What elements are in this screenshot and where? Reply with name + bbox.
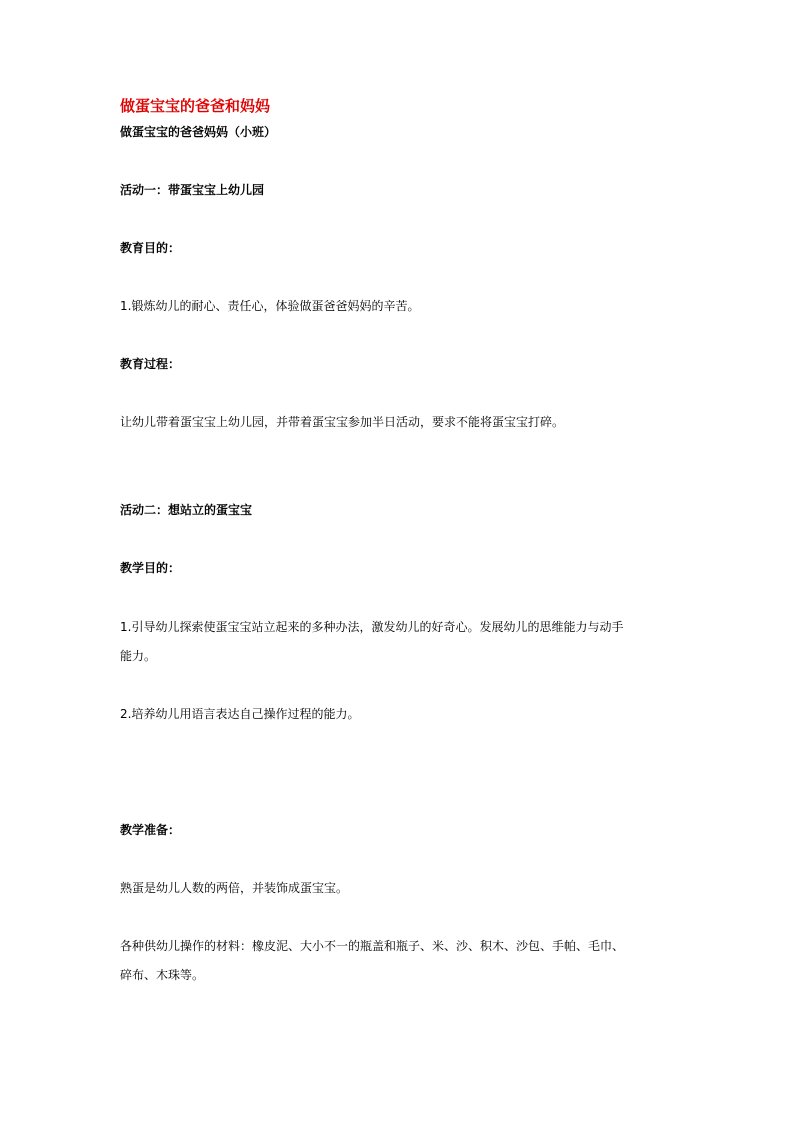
activity1-process-text: 让幼儿带着蛋宝宝上幼儿园，并带着蛋宝宝参加半日活动，要求不能将蛋宝宝打碎。 [120,415,565,429]
activity2-goal-label: 教学目的： [120,561,181,575]
activity1-process-label: 教育过程： [120,357,181,371]
activity1-heading: 活动一：带蛋宝宝上幼儿园 [120,183,265,197]
activity2-heading: 活动二：想站立的蛋宝宝 [120,503,253,517]
activity2-goal-item-1-line1: 1.引导幼儿探索使蛋宝宝站立起来的多种办法，激发幼儿的好奇心。发展幼儿的思维能力与动手 [120,620,624,634]
activity2-prep-item-1: 熟蛋是幼儿人数的两倍，并装饰成蛋宝宝。 [120,881,349,895]
activity1-goal-label: 教育目的： [120,241,181,255]
activity1-goal-item: 1.锻炼幼儿的耐心、责任心，体验做蛋爸爸妈妈的辛苦。 [120,299,420,313]
document-title: 做蛋宝宝的爸爸和妈妈 [120,97,271,115]
activity2-prep-item-2-line2: 碎布、木珠等。 [120,968,205,982]
activity2-goal-item-2: 2.培养幼儿用语言表达自己操作过程的能力。 [120,707,360,721]
activity2-prep-label: 教学准备： [120,823,181,837]
document-subtitle: 做蛋宝宝的爸爸妈妈（小班） [120,125,277,139]
activity2-goal-item-1-line2: 能力。 [120,649,157,663]
activity2-prep-item-2-line1: 各种供幼儿操作的材料：橡皮泥、大小不一的瓶盖和瓶子、米、沙、积木、沙包、手帕、毛巾、 [120,939,625,953]
